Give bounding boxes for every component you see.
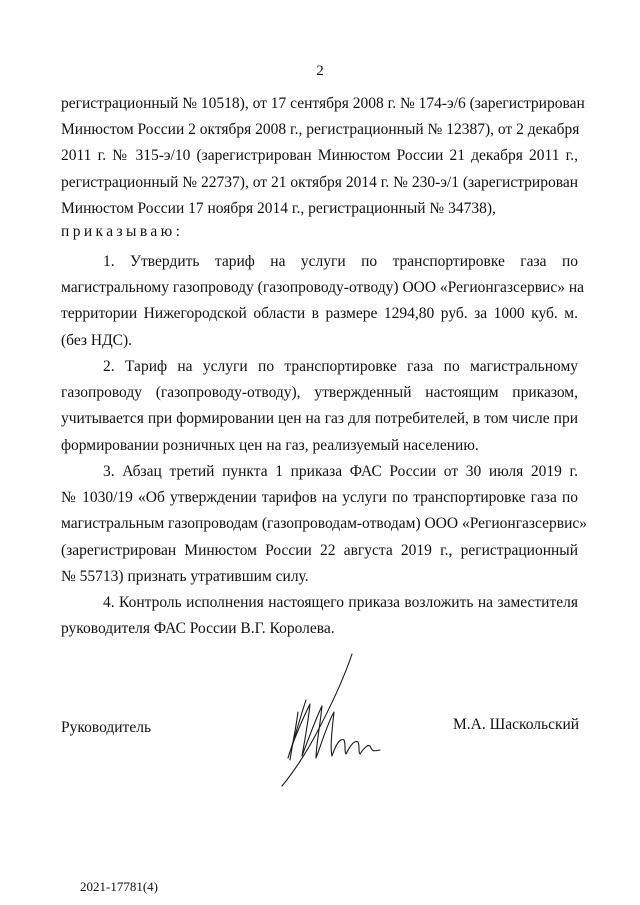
text-line: руководителя ФАС России В.Г. Королева. [61,620,335,638]
document-number: 2021-17781(4) [80,879,158,894]
text-line: магистральному газопроводу (газопроводу-отводу) ООО «Регионгазсервис» на [61,279,585,297]
text-line: регистрационный № 22737), от 21 октября 2014 г. № 230-э/1 (зарегистрирован [61,173,578,191]
text-line: учитывается при формировании цен на газ для потребителей, в том числе при [61,410,578,428]
text-line: регистрационный № 10518), от 17 сентября 2008 г. № 174-э/6 (зарегистрирован [61,95,585,112]
page-number: 2 [316,63,324,79]
paragraph-4 [61,590,578,642]
text-line: газопроводу (газопроводу-отводу), утвержденный настоящим приказом, [61,384,578,402]
text-line: (зарегистрирован Минюстом России 22 августа 2019 г., регистрационный [61,541,578,559]
text-line: 3. Абзац третий пункта 1 приказа ФАС России от 30 июля 2019 г. [103,463,578,480]
text-line: № 1030/19 «Об утверждении тарифов на услуги по транспортировке газа по [61,489,578,507]
paragraph-2 [61,354,578,459]
text-line: 2. Тариф на услуги по транспортировке газа по магистральному [103,358,578,375]
paragraph-1 [61,249,585,354]
text-line: магистральным газопроводам (газопроводам-отводам) ООО «Регионгазсервис» [61,515,587,533]
text-line: 4. Контроль исполнения настоящего приказа возложить на заместителя [103,594,578,611]
text-line: территории Нижегородской области в размере 1294,80 руб. за 1000 куб. м. [61,305,578,323]
text-line: Минюстом России 17 ноября 2014 г., регистрационный № 34738), [61,199,496,217]
signatory-name: М.А. Шаскольский [453,716,580,733]
intro-paragraph [61,91,585,222]
paragraph-3 [61,459,587,590]
text-line: 1. Утвердить тариф на услуги по транспортировке газа по [103,253,578,270]
text-line: Минюстом России 2 октября 2008 г., регистрационный № 12387), от 2 декабря [61,121,580,139]
text-line: 2011 г. № 315-э/10 (зарегистрирован Минюстом России 21 декабря 2011 г., [61,147,578,165]
text-line: (без НДС). [61,331,133,349]
signatory-title: Руководитель [61,719,152,736]
text-line: № 55713) признать утратившим силу. [61,567,309,585]
order-word: приказываю: [61,223,184,240]
handwritten-signature [270,648,390,788]
text-line: формировании розничных цен на газ, реализуемый населению. [61,436,479,454]
